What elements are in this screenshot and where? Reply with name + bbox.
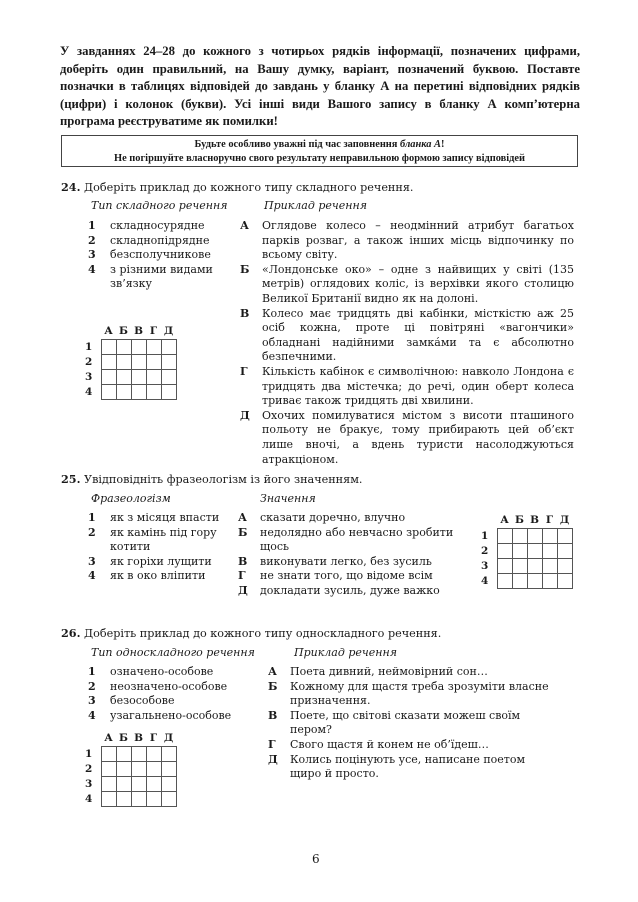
- q26-option: А Поета дивний, неймовірний сон…: [268, 665, 488, 678]
- answer-cell[interactable]: [512, 574, 527, 589]
- grid-column-label: Б: [119, 325, 128, 337]
- grid-column-label: В: [134, 325, 143, 337]
- answer-cell[interactable]: [161, 370, 176, 385]
- answer-cell[interactable]: [116, 762, 131, 777]
- grid-row-label: 2: [481, 545, 489, 557]
- answer-cell[interactable]: [101, 340, 116, 355]
- answer-cell[interactable]: [497, 544, 512, 559]
- answer-cell[interactable]: [161, 385, 176, 400]
- grid-row-label: 4: [481, 575, 489, 587]
- grid-row-label: 1: [85, 748, 93, 760]
- answer-cell[interactable]: [101, 355, 116, 370]
- answer-cell[interactable]: [116, 340, 131, 355]
- q25-item: 3 як горіхи лущити: [88, 554, 212, 568]
- warning-line-2: Не погіршуйте власноручно свого результату неправильною формою запису відповідей: [113, 153, 525, 164]
- answer-cell[interactable]: [131, 355, 146, 370]
- instructions-paragraph: У завданнях 24–28 до кожного з чотирьох рядків інформації, позначених цифрами, доберіть один правильний, на Вашу думку, варіант, позначений буквою. Поставте позначки в таблицях відповідей до завдань у бланку А на перетині відповідних рядків (цифри) і колонок (букви). Усі інші види Вашого запису в бланку А комп’ютерна програма реєструватиме як помилки!: [60, 44, 580, 129]
- answer-cell[interactable]: [497, 529, 512, 544]
- q25-item: 2 як камінь під гору котити: [88, 525, 217, 554]
- grid-row-label: 1: [85, 341, 93, 353]
- answer-cell[interactable]: [527, 574, 542, 589]
- answer-cell[interactable]: [161, 777, 176, 792]
- grid-row-label: 4: [85, 386, 93, 398]
- answer-cell[interactable]: [116, 792, 131, 807]
- answer-cell[interactable]: [146, 762, 161, 777]
- answer-table: [85, 732, 177, 807]
- answer-cell[interactable]: [146, 355, 161, 370]
- warning-line-1: Будьте особливо уважні під час заповнення бланка А!: [194, 139, 445, 150]
- answer-cell[interactable]: [116, 777, 131, 792]
- grid-column-label: Б: [515, 514, 524, 526]
- grid-row-label: 2: [85, 763, 93, 775]
- grid-row-label: 2: [85, 356, 93, 368]
- q26-item: 4 узагальнено-особове: [88, 708, 232, 722]
- grid-column-label: В: [530, 514, 539, 526]
- grid-column-label: Г: [149, 325, 158, 337]
- answer-cell[interactable]: [131, 762, 146, 777]
- answer-cell[interactable]: [527, 559, 542, 574]
- q24-option: В Колесо має тридцять дві кабінки, місткістю аж 25 осіб кожна, проте ці повітряні «вагончики» обладнані надійними замка́ми та є абсолютно безпечними.: [240, 306, 574, 364]
- answer-cell[interactable]: [116, 370, 131, 385]
- grid-column-label: А: [500, 514, 509, 526]
- answer-cell[interactable]: [557, 559, 572, 574]
- grid-column-label: В: [134, 732, 143, 744]
- answer-table: [481, 514, 573, 589]
- answer-cell[interactable]: [542, 559, 557, 574]
- answer-cell[interactable]: [146, 747, 161, 762]
- answer-cell[interactable]: [146, 385, 161, 400]
- answer-cell[interactable]: [161, 340, 176, 355]
- q26-option: В Поете, що світові сказати можеш своїм пером?: [268, 708, 521, 737]
- answer-cell[interactable]: [131, 777, 146, 792]
- q25-left-header: Фразеологізм: [91, 492, 171, 505]
- grid-column-label: Д: [163, 325, 174, 337]
- grid-row-label: 3: [85, 371, 93, 383]
- answer-cell[interactable]: [131, 385, 146, 400]
- grid-corner: [85, 732, 101, 747]
- question-25-heading: 25. Увідповідніть фразеологізм із його значенням.: [61, 472, 363, 486]
- q24-option: Д Охочих помилуватися містом з висоти пташиного польоту не бракує, тому прибирають цей об’єкт лише вночі, а вдень туристи насолоджуються атракціоном.: [240, 408, 574, 466]
- answer-cell[interactable]: [161, 747, 176, 762]
- q26-option: Г Свого щастя й конем не об’їдеш…: [268, 737, 489, 751]
- question-26-heading: 26. Доберіть приклад до кожного типу односкладного речення.: [61, 626, 442, 640]
- answer-cell[interactable]: [497, 559, 512, 574]
- grid-column-label: Б: [119, 732, 128, 744]
- q24-options: [240, 219, 576, 467]
- q24-item: 3 безсполучникове: [88, 248, 211, 262]
- q26-option: Б Кожному для щастя треба зрозуміти власне призначення.: [268, 679, 549, 708]
- q26-items: [88, 665, 258, 723]
- warning-box: [61, 135, 578, 167]
- answer-cell[interactable]: [557, 529, 572, 544]
- q26-item: 3 безособове: [88, 694, 175, 708]
- grid-corner: [481, 514, 497, 529]
- answer-cell[interactable]: [557, 544, 572, 559]
- q26-answer-grid: [85, 732, 177, 807]
- q26-left-header: Тип односкладного речення: [91, 646, 255, 659]
- answer-cell[interactable]: [146, 792, 161, 807]
- q25-option: Б недолядно або невчасно зробити щось: [238, 525, 454, 554]
- q24-left-header: Тип складного речення: [91, 199, 228, 212]
- answer-cell[interactable]: [527, 529, 542, 544]
- q25-option: Г не знати того, що відоме всім: [238, 569, 433, 583]
- grid-column-label: Г: [545, 514, 554, 526]
- answer-cell[interactable]: [146, 370, 161, 385]
- q24-item: 2 складнопідрядне: [88, 233, 210, 247]
- answer-cell[interactable]: [146, 340, 161, 355]
- q26-right-header: Приклад речення: [294, 646, 397, 659]
- q25-item: 4 як в око вліпити: [88, 569, 206, 583]
- q24-answer-grid: [85, 325, 177, 400]
- answer-cell[interactable]: [497, 574, 512, 589]
- answer-cell[interactable]: [131, 747, 146, 762]
- answer-table: [85, 325, 177, 400]
- answer-cell[interactable]: [116, 355, 131, 370]
- q26-item: 2 неозначено-особове: [88, 679, 228, 693]
- answer-cell[interactable]: [542, 529, 557, 544]
- q25-right-header: Значення: [260, 492, 316, 505]
- answer-cell[interactable]: [101, 792, 116, 807]
- q26-item: 1 означено-особове: [88, 665, 214, 678]
- grid-column-label: Г: [149, 732, 158, 744]
- answer-cell[interactable]: [542, 544, 557, 559]
- q25-item: 1 як з місяця впасти: [88, 511, 220, 524]
- grid-row-label: 4: [85, 793, 93, 805]
- answer-cell[interactable]: [131, 340, 146, 355]
- grid-corner: [85, 325, 101, 340]
- answer-cell[interactable]: [161, 355, 176, 370]
- answer-cell[interactable]: [161, 792, 176, 807]
- q25-items: [88, 511, 238, 584]
- answer-cell[interactable]: [101, 370, 116, 385]
- grid-column-label: А: [104, 325, 113, 337]
- q25-option: Д докладати зусиль, дуже важко: [238, 583, 440, 597]
- answer-cell[interactable]: [116, 385, 131, 400]
- answer-cell[interactable]: [101, 762, 116, 777]
- answer-cell[interactable]: [101, 385, 116, 400]
- answer-cell[interactable]: [101, 747, 116, 762]
- q26-option: Д Колись поцінують усе, написане поетом щиро й просто.: [268, 752, 526, 781]
- q24-item: 4 з різними видами зв’язку: [88, 262, 213, 291]
- answer-cell[interactable]: [101, 777, 116, 792]
- grid-column-label: А: [104, 732, 113, 744]
- answer-cell[interactable]: [557, 574, 572, 589]
- question-24-heading: 24. Доберіть приклад до кожного типу складного речення.: [61, 180, 414, 194]
- q24-option: Б «Лондонське око» – одне з найвищих у світі (135 метрів) оглядових коліс, із верхівки якого столицю Великої Британії видно як на долоні.: [240, 262, 574, 305]
- answer-cell[interactable]: [131, 370, 146, 385]
- q24-option: Г Кількість кабінок є символічною: навколо Лондона є тридцять два містечка; до речі, один оберт колеса триває також тридцять дві хвилини.: [240, 364, 574, 408]
- q24-right-header: Приклад речення: [264, 199, 367, 212]
- page-number: 6: [312, 852, 320, 866]
- answer-cell[interactable]: [512, 559, 527, 574]
- answer-cell[interactable]: [146, 777, 161, 792]
- q25-options: [238, 511, 468, 599]
- answer-cell[interactable]: [131, 792, 146, 807]
- q25-option: А сказати доречно, влучно: [238, 511, 406, 524]
- grid-row-label: 3: [85, 778, 93, 790]
- answer-cell[interactable]: [512, 529, 527, 544]
- q24-items: [88, 219, 228, 292]
- answer-cell[interactable]: [542, 574, 557, 589]
- grid-row-label: 3: [481, 560, 489, 572]
- grid-column-label: Д: [559, 514, 570, 526]
- q24-item: 1 складносурядне: [88, 219, 205, 232]
- answer-cell[interactable]: [161, 762, 176, 777]
- grid-column-label: Д: [163, 732, 174, 744]
- answer-cell[interactable]: [527, 544, 542, 559]
- answer-cell[interactable]: [512, 544, 527, 559]
- q25-answer-grid: [481, 514, 573, 589]
- answer-cell[interactable]: [116, 747, 131, 762]
- q24-option: А Оглядове колесо – неодмінний атрибут багатьох парків розваг, а також інших місць відпочинку по всьому світу.: [240, 219, 574, 262]
- q25-option: В виконувати легко, без зусиль: [238, 554, 432, 568]
- q26-options: [268, 665, 568, 782]
- grid-row-label: 1: [481, 530, 489, 542]
